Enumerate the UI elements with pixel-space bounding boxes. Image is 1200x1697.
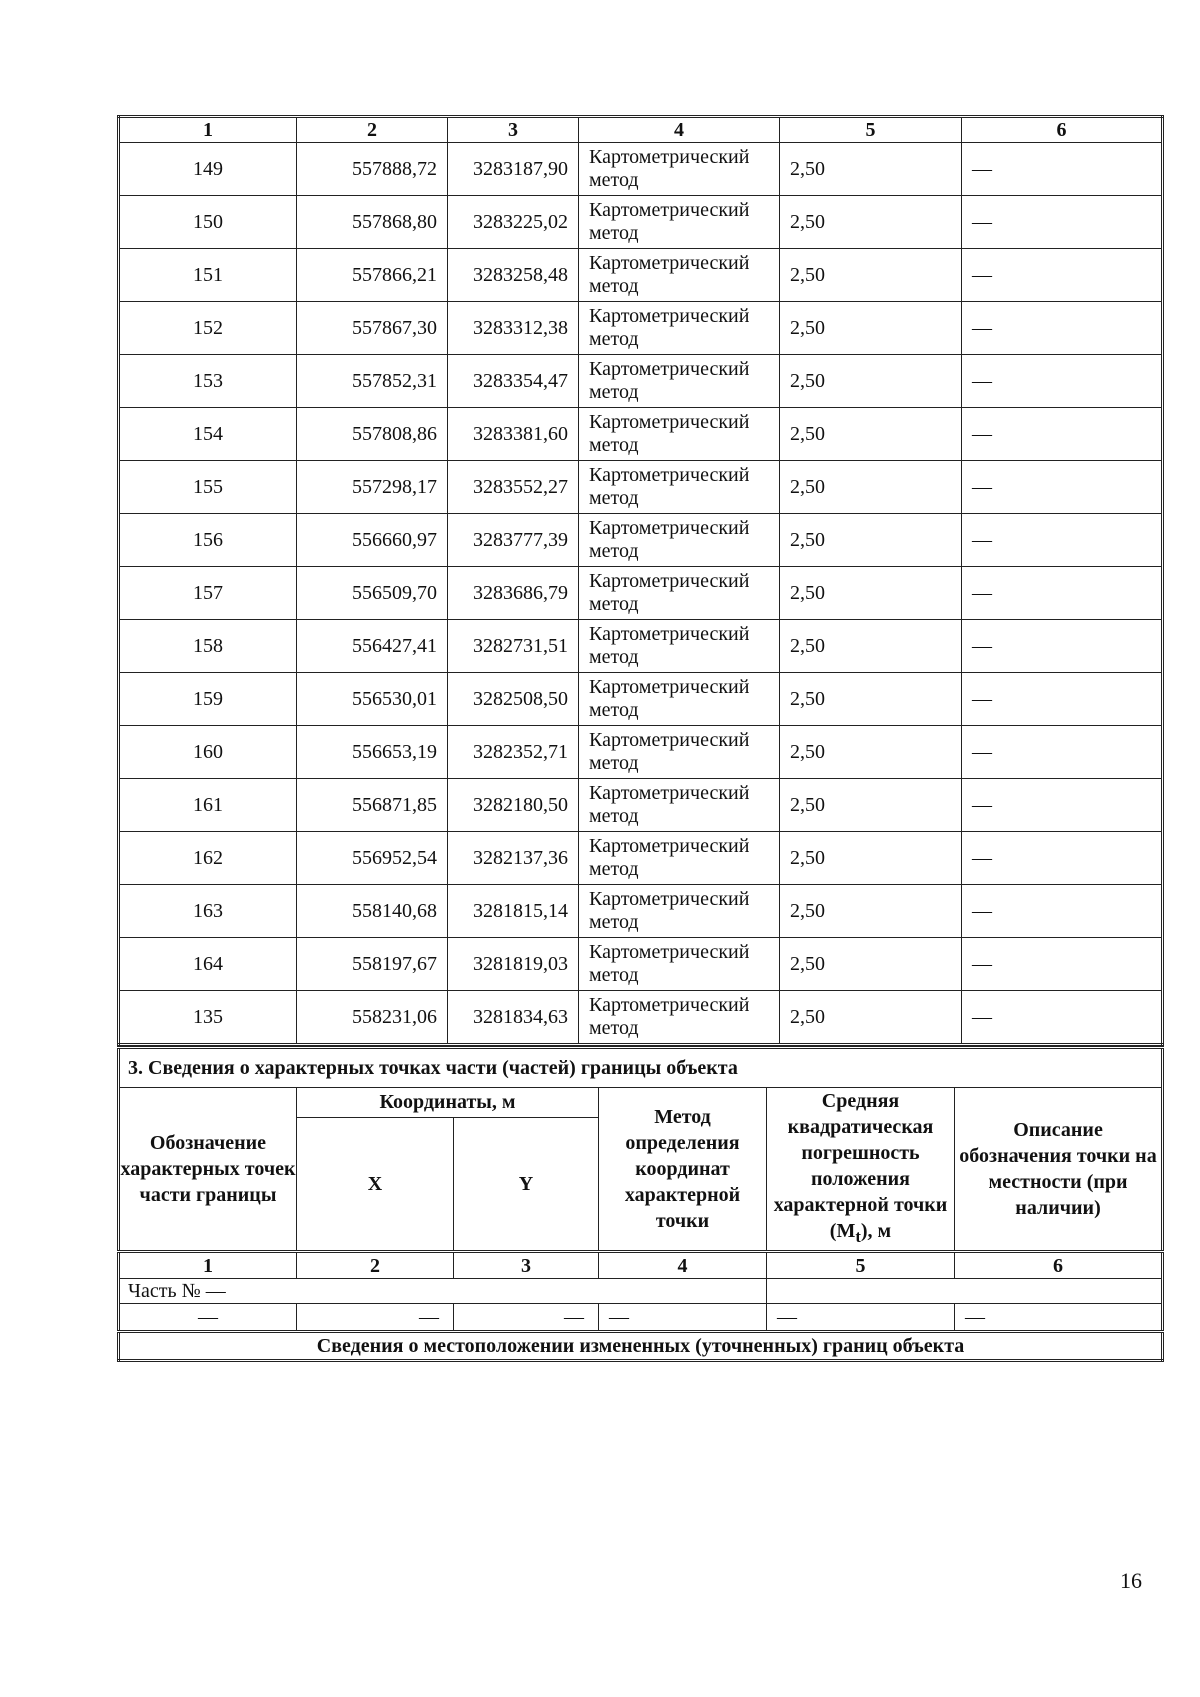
x-coordinate: 557808,86: [297, 408, 448, 461]
table-row: [119, 673, 1163, 726]
y-coordinate: 3283258,48: [448, 249, 579, 302]
point-description: —: [962, 249, 1163, 302]
page-number: 16: [1120, 1568, 1142, 1593]
point-description: —: [962, 408, 1163, 461]
x-coordinate: 557298,17: [297, 461, 448, 514]
method: Картометрический метод: [579, 143, 780, 196]
mean-square-error: 2,50: [780, 143, 962, 196]
col-number: 5: [767, 1252, 955, 1279]
col-header: 3: [448, 117, 579, 143]
table-row: [119, 408, 1163, 461]
y-coordinate: 3282137,36: [448, 832, 579, 885]
error-header: Средняя квадратическая погрешность положения характерной точки $(M_t)$, м: [767, 1088, 955, 1252]
mean-square-error: 2,50: [780, 408, 962, 461]
y-coordinate: 3282731,51: [448, 620, 579, 673]
mean-square-error: 2,50: [780, 249, 962, 302]
point-description: —: [962, 938, 1163, 991]
method: Картометрический метод: [579, 620, 780, 673]
point-description: —: [962, 514, 1163, 567]
mean-square-error: 2,50: [780, 832, 962, 885]
table-row: [119, 196, 1163, 249]
column-number-row: [119, 117, 1163, 143]
point-number: 155: [119, 461, 297, 514]
point-description: —: [962, 355, 1163, 408]
y-coordinate: 3281815,14: [448, 885, 579, 938]
y-coordinate: 3283354,47: [448, 355, 579, 408]
col-header: 2: [297, 117, 448, 143]
table-row: [119, 355, 1163, 408]
method: Картометрический метод: [579, 885, 780, 938]
point-number: 163: [119, 885, 297, 938]
point-description: —: [962, 832, 1163, 885]
method: Картометрический метод: [579, 514, 780, 567]
mean-square-error: 2,50: [780, 991, 962, 1045]
mean-square-error: 2,50: [780, 885, 962, 938]
mean-square-error: 2,50: [780, 461, 962, 514]
section3-column-numbers: [119, 1252, 1163, 1279]
point-description: —: [962, 143, 1163, 196]
method: Картометрический метод: [579, 991, 780, 1045]
point-number: 159: [119, 673, 297, 726]
method: Картометрический метод: [579, 567, 780, 620]
part-dash-row: [119, 1304, 1163, 1332]
table-row: [119, 991, 1163, 1045]
x-coordinate: 557888,72: [297, 143, 448, 196]
table-row: [119, 567, 1163, 620]
x-coordinate: 556427,41: [297, 620, 448, 673]
x-coordinate: 557866,21: [297, 249, 448, 302]
table-row: [119, 832, 1163, 885]
method: Картометрический метод: [579, 832, 780, 885]
point-number: 162: [119, 832, 297, 885]
part-label-empty: [767, 1279, 1163, 1304]
y-coordinate: 3283187,90: [448, 143, 579, 196]
point-number: 154: [119, 408, 297, 461]
x-coordinate: 558140,68: [297, 885, 448, 938]
point-description: —: [962, 991, 1163, 1045]
y-header: Y: [454, 1117, 599, 1251]
point-number: 161: [119, 779, 297, 832]
method: Картометрический метод: [579, 779, 780, 832]
dash-cell: —: [955, 1304, 1163, 1332]
y-coordinate: 3283777,39: [448, 514, 579, 567]
point-description: —: [962, 461, 1163, 514]
col-header: 5: [780, 117, 962, 143]
x-header: X: [297, 1117, 454, 1251]
point-number: 149: [119, 143, 297, 196]
mean-square-error: 2,50: [780, 938, 962, 991]
section3-title: 3. Сведения о характерных точках части (частей) границы объекта: [119, 1048, 1163, 1088]
x-coordinate: 556660,97: [297, 514, 448, 567]
x-coordinate: 557867,30: [297, 302, 448, 355]
point-description: —: [962, 302, 1163, 355]
col-number: 6: [955, 1252, 1163, 1279]
table-row: [119, 249, 1163, 302]
table-row: [119, 620, 1163, 673]
y-coordinate: 3283381,60: [448, 408, 579, 461]
mean-square-error: 2,50: [780, 620, 962, 673]
dash-cell: —: [297, 1304, 454, 1332]
table-row: [119, 514, 1163, 567]
dash-cell: —: [599, 1304, 767, 1332]
point-description: —: [962, 885, 1163, 938]
x-coordinate: 556952,54: [297, 832, 448, 885]
mean-square-error: 2,50: [780, 302, 962, 355]
point-number: 153: [119, 355, 297, 408]
point-number: 152: [119, 302, 297, 355]
dash-cell: —: [119, 1304, 297, 1332]
x-coordinate: 556653,19: [297, 726, 448, 779]
point-description: —: [962, 196, 1163, 249]
x-coordinate: 558197,67: [297, 938, 448, 991]
mean-square-error: 2,50: [780, 673, 962, 726]
table-row: [119, 779, 1163, 832]
section3-table: [117, 1046, 1164, 1362]
y-coordinate: 3283225,02: [448, 196, 579, 249]
point-number: 156: [119, 514, 297, 567]
table-row: [119, 885, 1163, 938]
col-number: 2: [297, 1252, 454, 1279]
point-number: 158: [119, 620, 297, 673]
table-row: [119, 302, 1163, 355]
part-label: Часть № —: [119, 1279, 767, 1304]
method: Картометрический метод: [579, 302, 780, 355]
coords-group-header: Координаты, м: [297, 1088, 599, 1118]
method: Картометрический метод: [579, 408, 780, 461]
col-number: 3: [454, 1252, 599, 1279]
changed-boundaries-title: Сведения о местоположении измененных (уточненных) границ объекта: [119, 1332, 1163, 1361]
mean-square-error: 2,50: [780, 355, 962, 408]
method: Картометрический метод: [579, 249, 780, 302]
method: Картометрический метод: [579, 726, 780, 779]
boundary-points-table: [117, 115, 1164, 1046]
mean-square-error: 2,50: [780, 779, 962, 832]
y-coordinate: 3282508,50: [448, 673, 579, 726]
y-coordinate: 3282180,50: [448, 779, 579, 832]
point-description: —: [962, 726, 1163, 779]
col-header: 4: [579, 117, 780, 143]
point-number: 135: [119, 991, 297, 1045]
point-description: —: [962, 620, 1163, 673]
designation-header: Обозначение характерных точек части границы: [119, 1088, 297, 1252]
table-row: [119, 938, 1163, 991]
table-row: [119, 726, 1163, 779]
dash-cell: —: [767, 1304, 955, 1332]
y-coordinate: 3281819,03: [448, 938, 579, 991]
y-coordinate: 3283686,79: [448, 567, 579, 620]
method: Картометрический метод: [579, 673, 780, 726]
mean-square-error: 2,50: [780, 726, 962, 779]
mean-square-error: 2,50: [780, 514, 962, 567]
method: Картометрический метод: [579, 355, 780, 408]
x-coordinate: 557868,80: [297, 196, 448, 249]
y-coordinate: 3283312,38: [448, 302, 579, 355]
x-coordinate: 556509,70: [297, 567, 448, 620]
table-row: [119, 143, 1163, 196]
point-number: 151: [119, 249, 297, 302]
mean-square-error: 2,50: [780, 196, 962, 249]
dash-cell: —: [454, 1304, 599, 1332]
document-frame: [117, 115, 1161, 1362]
method: Картометрический метод: [579, 938, 780, 991]
col-number: 1: [119, 1252, 297, 1279]
point-description: —: [962, 673, 1163, 726]
y-coordinate: 3281834,63: [448, 991, 579, 1045]
description-header: Описание обозначения точки на местности (при наличии): [955, 1088, 1163, 1252]
col-number: 4: [599, 1252, 767, 1279]
col-header: 1: [119, 117, 297, 143]
point-number: 164: [119, 938, 297, 991]
x-coordinate: 556871,85: [297, 779, 448, 832]
col-header: 6: [962, 117, 1163, 143]
point-description: —: [962, 567, 1163, 620]
y-coordinate: 3282352,71: [448, 726, 579, 779]
method: Картометрический метод: [579, 461, 780, 514]
x-coordinate: 556530,01: [297, 673, 448, 726]
y-coordinate: 3283552,27: [448, 461, 579, 514]
point-number: 150: [119, 196, 297, 249]
x-coordinate: 557852,31: [297, 355, 448, 408]
x-coordinate: 558231,06: [297, 991, 448, 1045]
method-header: Метод определения координат характерной точки: [599, 1088, 767, 1252]
point-description: —: [962, 779, 1163, 832]
method: Картометрический метод: [579, 196, 780, 249]
table-row: [119, 461, 1163, 514]
mean-square-error: 2,50: [780, 567, 962, 620]
point-number: 157: [119, 567, 297, 620]
point-number: 160: [119, 726, 297, 779]
